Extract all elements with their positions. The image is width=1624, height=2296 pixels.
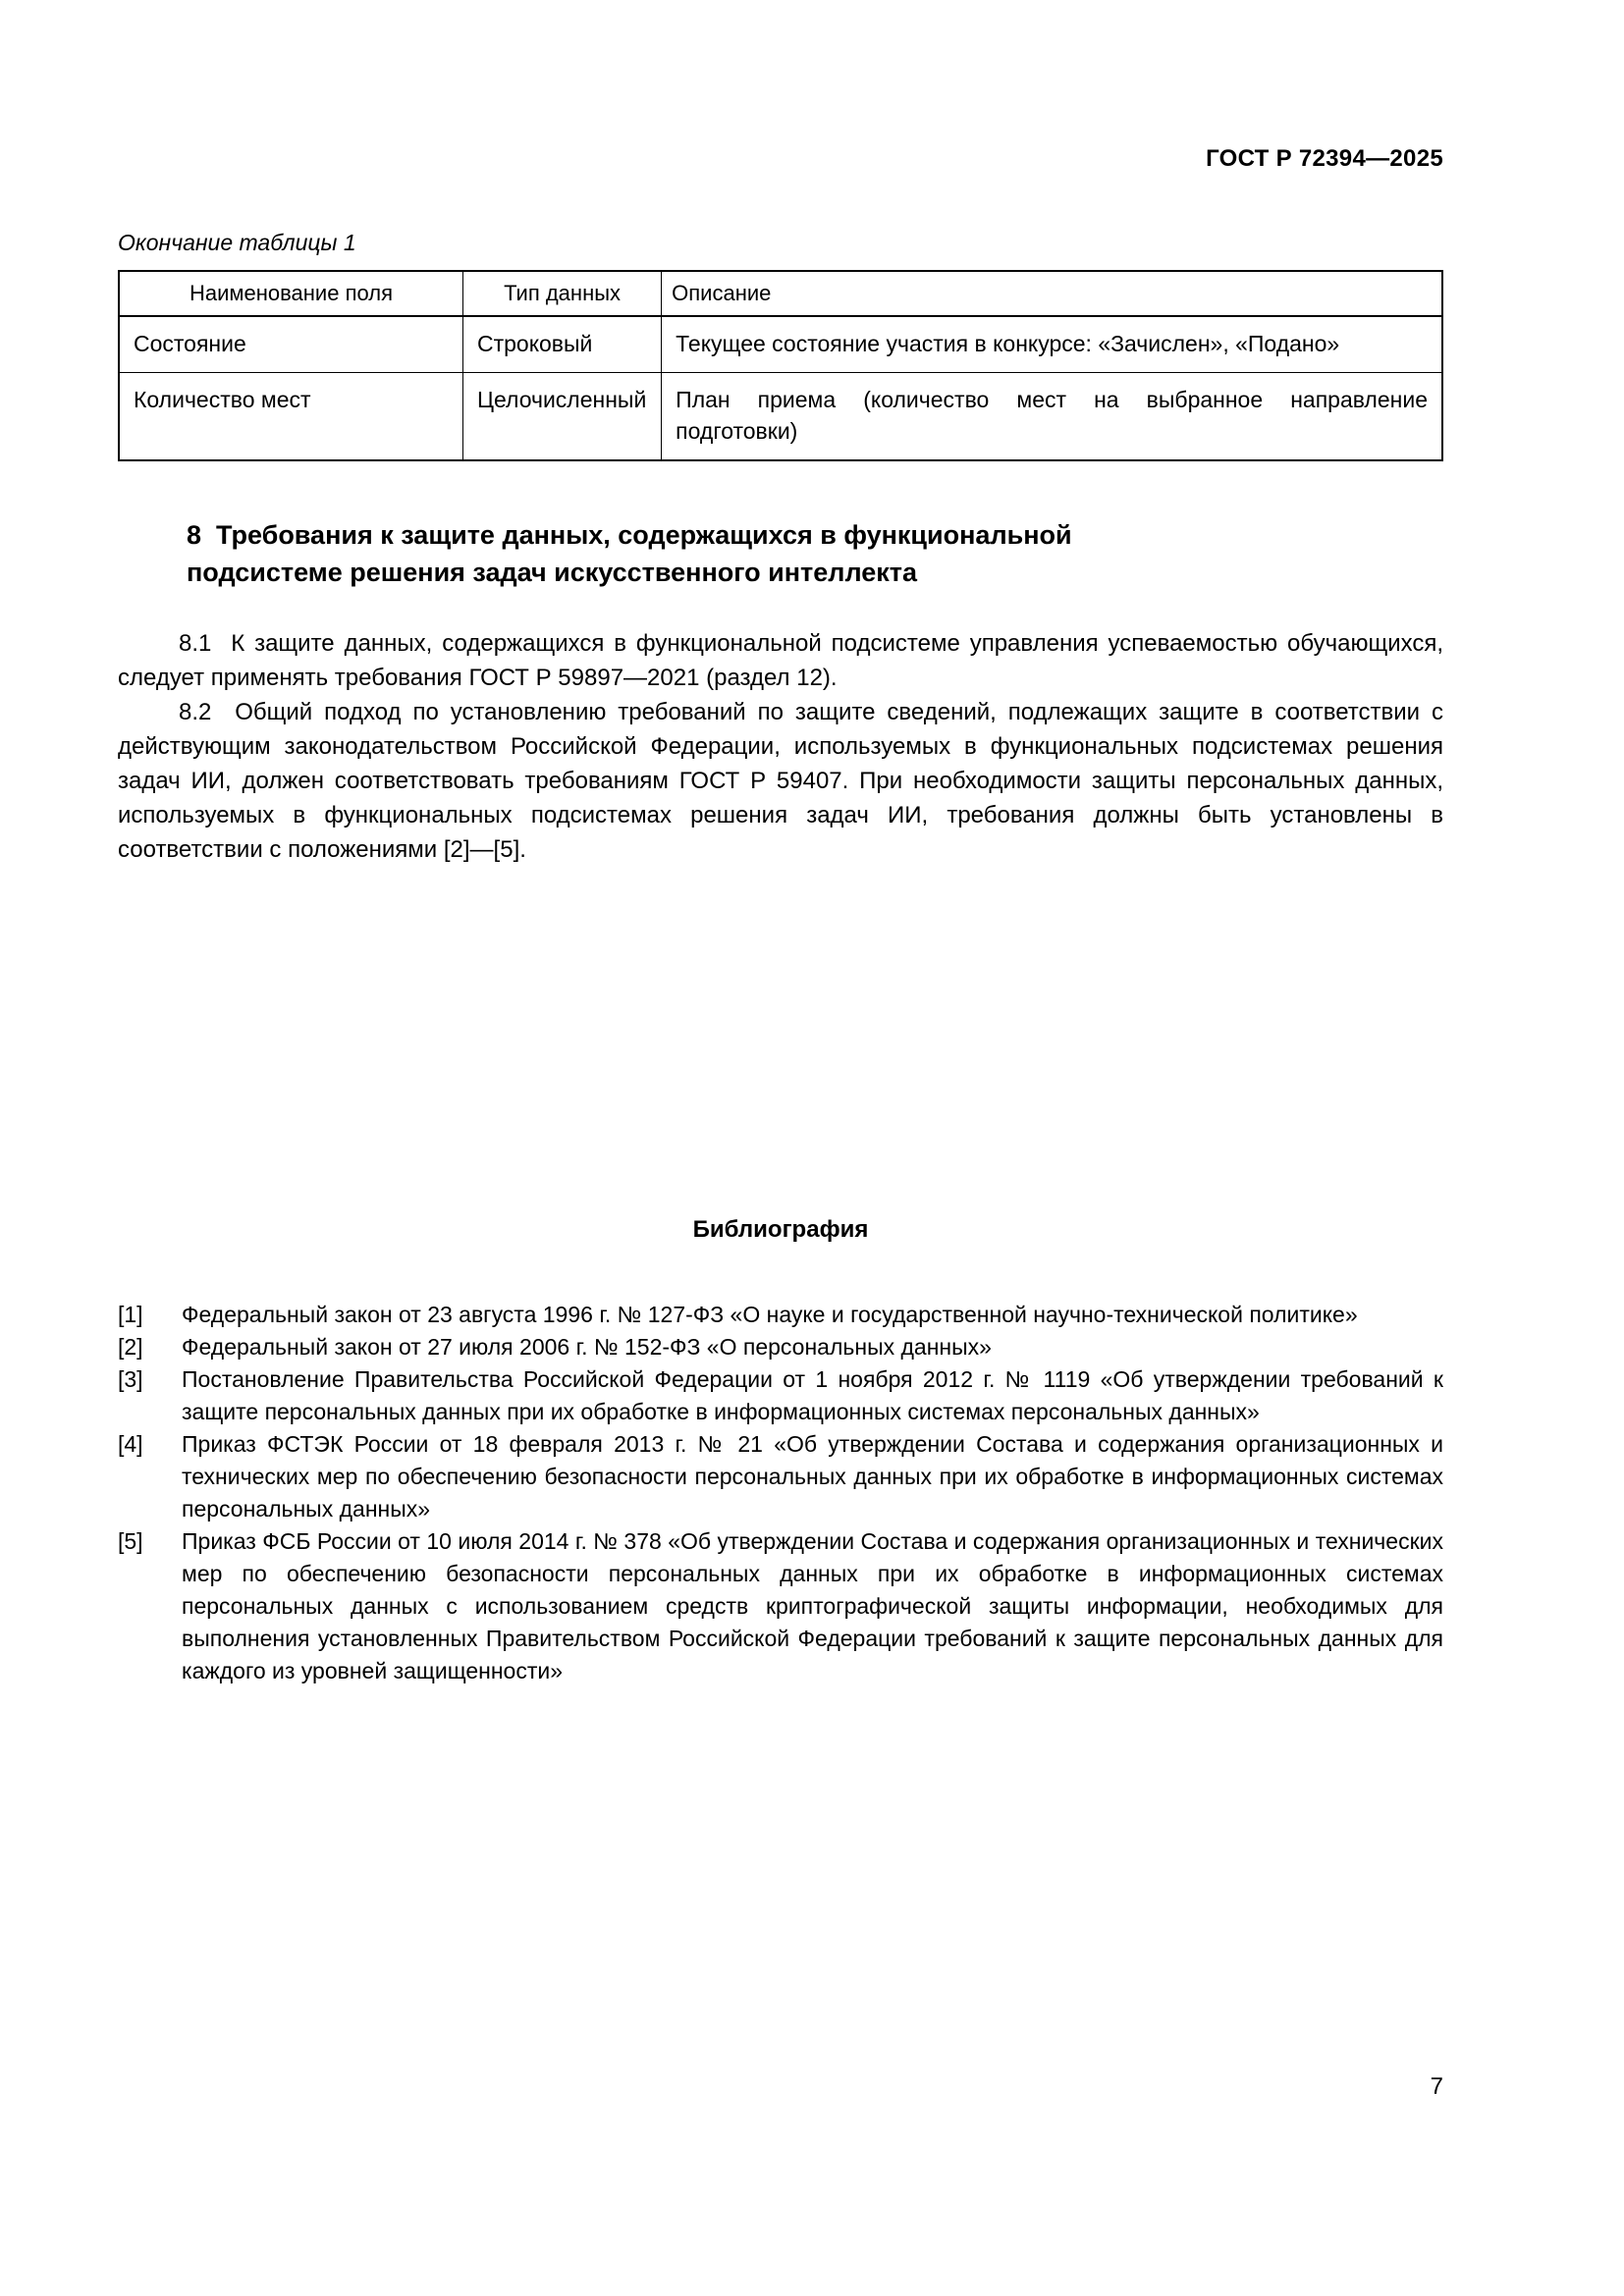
bibliography-item [118,1331,1443,1363]
cell-description: Текущее состояние участия в конкурсе: «Зачислен», «Подано» [662,316,1442,373]
paragraph-8-1: 8.1 К защите данных, содержащихся в функциональной подсистеме управления успеваемостью обучающихся, следует применять требования ГОСТ Р 59897—2021 (раздел 12). [118,630,1443,691]
bibliography-ref: [3] [118,1366,143,1392]
paragraph-8-2: 8.2 Общий подход по установлению требований по защите сведений, подлежащих защите в соответствии с действующим законодательством Российской Федерации, используемых в функциональных подсистемах решения задач ИИ, должен соответствовать требованиям ГОСТ Р 59407. При необходимости защиты персональных данных, используемых в функциональных подсистемах решения задач ИИ, требования должны быть установлены в соответствии с положениями [2]—[5]. [118,699,1443,863]
bibliography-title: Библиография [692,1216,869,1243]
bibliography-text: Федеральный закон от 27 июля 2006 г. № 152-ФЗ «О персональных данных» [182,1334,992,1360]
bibliography-item [118,1363,1443,1428]
document-code: ГОСТ Р 72394—2025 [1206,145,1443,172]
bibliography-ref: [1] [118,1302,143,1327]
bibliography-text: Федеральный закон от 23 августа 1996 г. № 127-ФЗ «О науке и государственной научно-технической политике» [182,1302,1358,1327]
column-header-description: Описание [662,271,1442,316]
bibliography-list [118,1299,1443,1687]
table-caption: Окончание таблицы 1 [118,230,356,255]
bibliography-item [118,1525,1443,1687]
cell-data-type: Целочисленный [462,373,661,461]
table-header-row [119,271,1442,316]
table-row [119,373,1442,461]
page-number: 7 [1430,2073,1443,2100]
bibliography-text: Приказ ФСТЭК России от 18 февраля 2013 г. № 21 «Об утверждении Состава и содержания организационных и технических мер по обеспечению безопасности персональных данных при их обработке в информационных системах персональных данных» [182,1431,1443,1522]
bibliography-item [118,1299,1443,1331]
bibliography-text: Приказ ФСБ России от 10 июля 2014 г. № 378 «Об утверждении Состава и содержания организационных и технических мер по обеспечению безопасности персональных данных при их обработке в информационных системах персональных данных с использованием средств криптографической защиты информации, необходимых для выполнения установленных Правительством Российской Федерации требований к защите персональных данных для каждого из уровней защищенности» [182,1528,1443,1683]
section-heading: 8 Требования к защите данных, содержащихся в функциональной подсистеме решения задач искусственного интеллекта [187,520,1072,587]
column-header-data-type: Тип данных [462,271,661,316]
cell-field-name: Состояние [119,316,462,373]
bibliography-text: Постановление Правительства Российской Федерации от 1 ноября 2012 г. № 1119 «Об утверждении требований к защите персональных данных при их обработке в информационных системах персональных данных» [182,1366,1443,1424]
data-fields-table [118,270,1443,461]
cell-description: План приема (количество мест на выбранное направление подготовки) [662,373,1442,461]
table-row [119,316,1442,373]
document-page [118,0,1443,1687]
column-header-field-name: Наименование поля [119,271,462,316]
bibliography-ref: [5] [118,1528,143,1554]
cell-data-type: Строковый [462,316,661,373]
bibliography-ref: [4] [118,1431,143,1457]
cell-field-name: Количество мест [119,373,462,461]
bibliography-item [118,1428,1443,1525]
bibliography-ref: [2] [118,1334,143,1360]
